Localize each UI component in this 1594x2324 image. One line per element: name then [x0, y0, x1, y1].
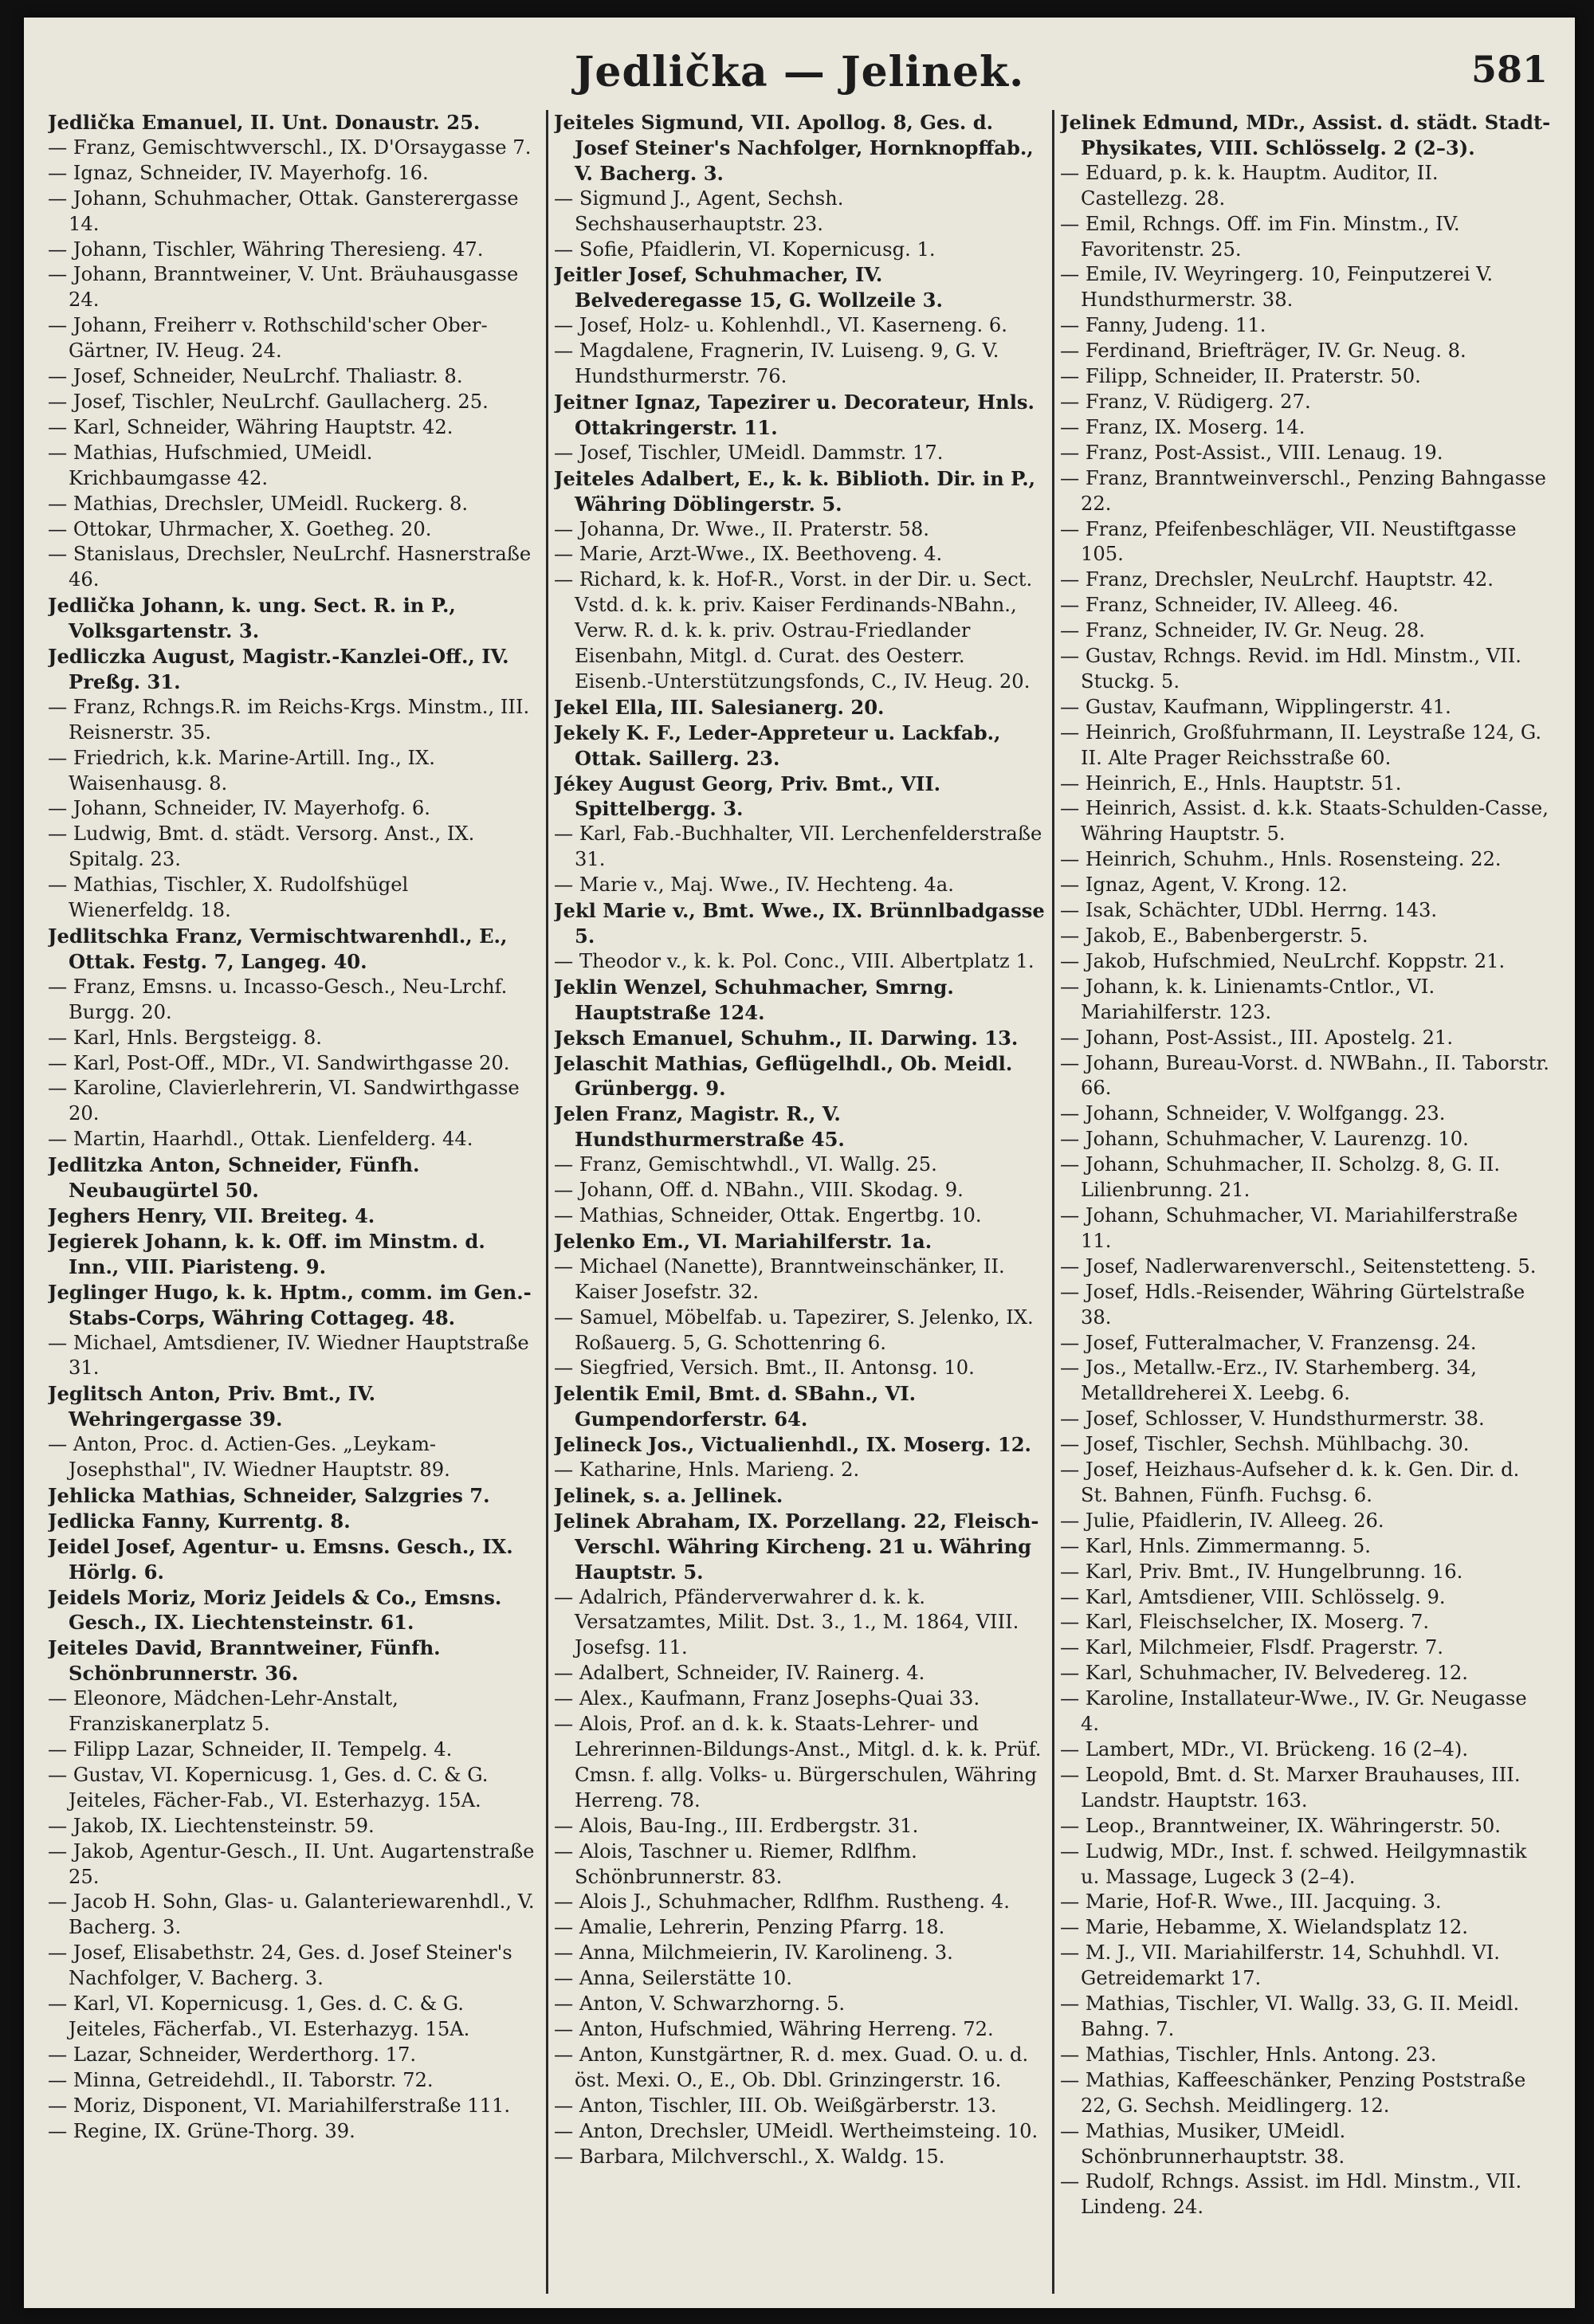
directory-subentry: — M. J., VII. Mariahilferstr. 14, Schuhhdl. VI. Getreidemarkt 17.	[1060, 1941, 1500, 1990]
directory-subentry: — Jakob, Hufschmied, NeuLrchf. Koppstr. 21.	[1060, 949, 1506, 972]
directory-subentry: — Franz, Schneider, IV. Gr. Neug. 28.	[1060, 619, 1425, 642]
directory-subentry: — Heinrich, Großfuhrmann, II. Leystraße 124, G. II. Alte Prager Reichsstraße 60.	[1060, 720, 1542, 769]
directory-subentry: — Anton, Proc. d. Actien-Ges. „Leykam-Josephsthal", IV. Wiedner Hauptstr. 89.	[48, 1433, 450, 1482]
directory-subentry: — Josef, Futteralmacher, V. Franzensg. 24.	[1060, 1331, 1477, 1354]
directory-subentry: — Gustav, Kaufmann, Wipplingerstr. 41.	[1060, 695, 1451, 718]
directory-subentry: — Josef, Tischler, NeuLrchf. Gaullacherg. 25.	[48, 390, 489, 413]
directory-entry: Jeglitsch Anton, Priv. Bmt., IV. Wehringergasse 39.	[48, 1382, 376, 1431]
directory-page	[24, 18, 1575, 2308]
directory-subentry: — Marie, Hebamme, X. Wielandsplatz 12.	[1060, 1916, 1468, 1939]
directory-subentry: — Heinrich, Schuhm., Hnls. Rosensteing. 22.	[1060, 848, 1502, 871]
directory-subentry: — Adalrich, Pfänderverwahrer d. k. k. Versatzamtes, Milit. Dst. 3., 1., M. 1864, VIII. Josefsg. 11.	[554, 1585, 1019, 1659]
directory-entry: Jelineck Jos., Victualienhdl., IX. Moserg. 12.	[554, 1433, 1031, 1457]
directory-subentry: — Karl, Milchmeier, Flsdf. Pragerstr. 7.	[1060, 1636, 1443, 1659]
directory-subentry: — Franz, Schneider, IV. Alleeg. 46.	[1060, 594, 1399, 617]
directory-entry: Jedlicka Fanny, Kurrentg. 8.	[48, 1509, 351, 1533]
directory-subentry: — Isak, Schächter, UDbl. Herrng. 143.	[1060, 899, 1438, 922]
directory-subentry: — Anton, Kunstgärtner, R. d. mex. Guad. O. u. d. öst. Mexi. O., E., Ob. Dbl. Grinzingerstr. 16.	[554, 2043, 1029, 2091]
directory-entry: Jelenko Em., VI. Mariahilferstr. 1a.	[554, 1229, 932, 1253]
directory-entry: Jedlička Emanuel, II. Unt. Donaustr. 25.	[48, 111, 481, 134]
directory-entry: Jeghers Henry, VII. Breiteg. 4.	[48, 1203, 375, 1227]
directory-subentry: — Marie, Hof-R. Wwe., III. Jacquing. 3.	[1060, 1890, 1442, 1914]
directory-entry: Jeiteles Sigmund, VII. Apollog. 8, Ges. d. Josef Steiner's Nachfolger, Hornknopffab., V. Bacherg. 3.	[554, 111, 1034, 185]
directory-entry: Jeglinger Hugo, k. k. Hptm., comm. im Gen.-Stabs-Corps, Währing Cottageg. 48.	[48, 1280, 532, 1329]
directory-entry: Jekely K. F., Leder-Appreteur u. Lackfab., Ottak. Saillerg. 23.	[554, 720, 1001, 770]
directory-entry: Jedlitzka Anton, Schneider, Fünfh. Neubaugürtel 50.	[48, 1153, 420, 1203]
directory-entry: Jeitner Ignaz, Tapezirer u. Decorateur, Hnls. Ottakringerstr. 11.	[554, 390, 1035, 439]
directory-subentry: — Siegfried, Versich. Bmt., II. Antonsg. 10.	[554, 1356, 975, 1380]
directory-subentry: — Fanny, Judeng. 11.	[1060, 314, 1266, 337]
directory-subentry: — Franz, Gemischtwverschl., IX. D'Orsaygasse 7.	[48, 135, 532, 159]
directory-subentry: — Emil, Rchngs. Off. im Fin. Minstm., IV. Favoritenstr. 25.	[1060, 212, 1460, 261]
directory-subentry: — Gustav, Rchngs. Revid. im Hdl. Minstm., VII. Stuckg. 5.	[1060, 645, 1521, 693]
directory-subentry: — Johann, Schneider, V. Wolfgangg. 23.	[1060, 1102, 1446, 1125]
directory-entry: Jedliczka August, Magistr.-Kanzlei-Off., IV. Preßg. 31.	[48, 645, 509, 693]
directory-subentry: — Katharine, Hnls. Marieng. 2.	[554, 1458, 860, 1482]
directory-subentry: — Johann, Bureau-Vorst. d. NWBahn., II. Taborstr. 66.	[1060, 1051, 1549, 1100]
directory-subentry: — Karl, Fleischselcher, IX. Moserg. 7.	[1060, 1611, 1430, 1634]
directory-subentry: — Johann, Branntweiner, V. Unt. Bräuhausgasse 24.	[48, 263, 519, 312]
directory-subentry: — Amalie, Lehrerin, Penzing Pfarrg. 18.	[554, 1916, 945, 1939]
directory-subentry: — Alois J., Schuhmacher, Rdlfhm. Rustheng. 4.	[554, 1890, 1010, 1914]
directory-subentry: — Mathias, Tischler, X. Rudolfshügel Wienerfeldg. 18.	[48, 873, 409, 922]
directory-subentry: — Gustav, VI. Kopernicusg. 1, Ges. d. C. & G. Jeiteles, Fächer-Fab., VI. Esterhazyg. 15A.	[48, 1763, 489, 1812]
directory-entry: Jelen Franz, Magistr. R., V. Hundsthurmerstraße 45.	[554, 1102, 845, 1152]
directory-subentry: — Alois, Bau-Ing., III. Erdbergstr. 31.	[554, 1814, 919, 1837]
directory-entry: Jeiteles David, Branntweiner, Fünfh. Schönbrunnerstr. 36.	[48, 1636, 441, 1686]
directory-subentry: — Franz, Pfeifenbeschläger, VII. Neustiftgasse 105.	[1060, 517, 1517, 566]
directory-subentry: — Franz, Gemischtwhdl., VI. Wallg. 25.	[554, 1153, 937, 1176]
column-divider	[1052, 110, 1054, 2294]
directory-entry: Jehlicka Mathias, Schneider, Salzgries 7.	[48, 1483, 490, 1507]
directory-subentry: — Franz, Emsns. u. Incasso-Gesch., Neu-Lrchf. Burgg. 20.	[48, 975, 508, 1023]
directory-subentry: — Mathias, Schneider, Ottak. Engertbg. 10.	[554, 1203, 982, 1227]
directory-entry: Jedlička Johann, k. ung. Sect. R. in P., Volksgartenstr. 3.	[48, 594, 456, 643]
directory-subentry: — Mathias, Tischler, VI. Wallg. 33, G. II. Meidl. Bahng. 7.	[1060, 1992, 1520, 2040]
directory-subentry: — Karl, Hnls. Bergsteigg. 8.	[48, 1026, 322, 1049]
directory-subentry: — Alex., Kaufmann, Franz Josephs-Quai 33.	[554, 1687, 980, 1710]
directory-subentry: — Anna, Seilerstätte 10.	[554, 1967, 792, 1990]
directory-subentry: — Marie, Arzt-Wwe., IX. Beethoveng. 4.	[554, 543, 943, 566]
page-title: Jedlička — Jelinek.	[574, 48, 1025, 96]
directory-subentry: — Karl, Hnls. Zimmermanng. 5.	[1060, 1534, 1371, 1557]
directory-subentry: — Filipp Lazar, Schneider, II. Tempelg. 4.	[48, 1738, 453, 1761]
directory-subentry: — Jakob, Agentur-Gesch., II. Unt. Augartenstraße 25.	[48, 1839, 535, 1888]
directory-entry: Jelentik Emil, Bmt. d. SBahn., VI. Gumpendorferstr. 64.	[554, 1382, 917, 1431]
directory-subentry: — Sigmund J., Agent, Sechsh. Sechshauserhauptstr. 23.	[554, 186, 844, 235]
directory-subentry: — Karoline, Clavierlehrerin, VI. Sandwirthgasse 20.	[48, 1077, 520, 1125]
directory-subentry: — Johann, Schuhmacher, VI. Mariahilferstraße 11.	[1060, 1203, 1518, 1252]
directory-subentry: — Johann, k. k. Linienamts-Cntlor., VI. Mariahilferstr. 123.	[1060, 975, 1435, 1023]
directory-subentry: — Eduard, p. k. k. Hauptm. Auditor, II. Castellezg. 28.	[1060, 161, 1439, 210]
column-1	[48, 110, 539, 2294]
directory-subentry: — Moriz, Disponent, VI. Mariahilferstraße 111.	[48, 2094, 511, 2117]
directory-subentry: — Adalbert, Schneider, IV. Rainerg. 4.	[554, 1662, 925, 1685]
directory-subentry: — Magdalene, Fragnerin, IV. Luiseng. 9, G. V. Hundsthurmerstr. 76.	[554, 340, 999, 388]
directory-entry: Jedlitschka Franz, Vermischtwarenhdl., E., Ottak. Festg. 7, Langeg. 40.	[48, 924, 508, 973]
directory-columns	[48, 110, 1551, 2294]
directory-entry: Jelinek, s. a. Jellinek.	[554, 1483, 783, 1507]
directory-subentry: — Leop., Branntweiner, IX. Währingerstr. 50.	[1060, 1814, 1501, 1837]
directory-subentry: — Alois, Prof. an d. k. k. Staats-Lehrer- und Lehrerinnen-Bildungs-Anst., Mitgl. d. k. k. Prüf. Cmsn. f. allg. Volks- u. Bürgerschulen, Währing Herreng. 78.	[554, 1713, 1042, 1812]
directory-entry: Jékey August Georg, Priv. Bmt., VII. Spittelbergg. 3.	[554, 771, 941, 821]
directory-subentry: — Josef, Holz- u. Kohlenhdl., VI. Kaserneng. 6.	[554, 314, 1007, 337]
directory-subentry: — Sofie, Pfaidlerin, VI. Kopernicusg. 1.	[554, 238, 936, 261]
directory-subentry: — Karoline, Installateur-Wwe., IV. Gr. Neugasse 4.	[1060, 1687, 1527, 1736]
page-number: 581	[1470, 48, 1548, 91]
directory-subentry: — Julie, Pfaidlerin, IV. Alleeg. 26.	[1060, 1509, 1384, 1532]
directory-subentry: — Richard, k. k. Hof-R., Vorst. in der Dir. u. Sect. Vstd. d. k. k. priv. Kaiser Ferdinands-NBahn., Verw. R. d. k. k. priv. Ostrau-Friedlander Eisenbahn, Mitgl. d. Curat. des Oesterr. Eisenb.-Unterstützungsfonds, C., IV. Heug. 20.	[554, 568, 1033, 693]
directory-entry: Jegierek Johann, k. k. Off. im Minstm. d. Inn., VIII. Piaristeng. 9.	[48, 1229, 485, 1278]
directory-subentry: — Anton, Tischler, III. Ob. Weißgärberstr. 13.	[554, 2094, 997, 2117]
directory-subentry: — Theodor v., k. k. Pol. Conc., VIII. Albertplatz 1.	[554, 949, 1035, 972]
directory-subentry: — Franz, Branntweinverschl., Penzing Bahngasse 22.	[1060, 466, 1546, 515]
directory-subentry: — Franz, Rchngs.R. im Reichs-Krgs. Minstm., III. Reisnerstr. 35.	[48, 695, 530, 744]
directory-subentry: — Karl, Fab.-Buchhalter, VII. Lerchenfelderstraße 31.	[554, 822, 1042, 871]
directory-subentry: — Josef, Hdls.-Reisender, Währing Gürtelstraße 38.	[1060, 1280, 1525, 1329]
directory-entry: Jelinek Edmund, MDr., Assist. d. städt. Stadt-Physikates, VIII. Schlösselg. 2 (2–3).	[1060, 111, 1551, 159]
directory-subentry: — Mathias, Musiker, UMeidl. Schönbrunnerhauptstr. 38.	[1060, 2119, 1346, 2168]
directory-subentry: — Johann, Freiherr v. Rothschild'scher Ober-Gärtner, IV. Heug. 24.	[48, 314, 488, 363]
directory-entry: Jeklin Wenzel, Schuhmacher, Smrng. Hauptstraße 124.	[554, 975, 954, 1024]
directory-subentry: — Johann, Tischler, Währing Theresieng. 47.	[48, 238, 484, 261]
directory-subentry: — Johann, Off. d. NBahn., VIII. Skodag. 9.	[554, 1179, 964, 1202]
directory-subentry: — Mathias, Tischler, Hnls. Antong. 23.	[1060, 2043, 1437, 2066]
directory-subentry: — Karl, Schneider, Währing Hauptstr. 42.	[48, 415, 453, 438]
directory-subentry: — Jos., Metallw.-Erz., IV. Starhemberg. 34, Metalldreherei X. Leebg. 6.	[1060, 1356, 1477, 1405]
directory-entry: Jeiteles Adalbert, E., k. k. Biblioth. Dir. in P., Währing Döblingerstr. 5.	[554, 466, 1036, 516]
directory-subentry: — Stanislaus, Drechsler, NeuLrchf. Hasnerstraße 46.	[48, 543, 532, 591]
directory-subentry: — Ludwig, MDr., Inst. f. schwed. Heilgymnastik u. Massage, Lugeck 3 (2–4).	[1060, 1839, 1527, 1888]
directory-subentry: — Anton, Drechsler, UMeidl. Wertheimsteing. 10.	[554, 2119, 1038, 2142]
directory-subentry: — Friedrich, k.k. Marine-Artill. Ing., IX. Waisenhausg. 8.	[48, 746, 435, 795]
directory-subentry: — Ottokar, Uhrmacher, X. Goetheg. 20.	[48, 517, 432, 540]
directory-subentry: — Karl, Priv. Bmt., IV. Hungelbrunng. 16.	[1060, 1560, 1463, 1583]
directory-subentry: — Franz, Drechsler, NeuLrchf. Hauptstr. 42.	[1060, 568, 1494, 591]
directory-subentry: — Jacob H. Sohn, Glas- u. Galanteriewarenhdl., V. Bacherg. 3.	[48, 1890, 535, 1939]
directory-subentry: — Heinrich, Assist. d. k.k. Staats-Schulden-Casse, Währing Hauptstr. 5.	[1060, 797, 1549, 846]
directory-entry: Jeksch Emanuel, Schuhm., II. Darwing. 13.	[554, 1026, 1019, 1050]
directory-subentry: — Regine, IX. Grüne-Thorg. 39.	[48, 2119, 355, 2142]
directory-subentry: — Anton, V. Schwarzhorng. 5.	[554, 1992, 846, 2016]
directory-subentry: — Josef, Tischler, UMeidl. Dammstr. 17.	[554, 441, 944, 464]
directory-subentry: — Franz, Post-Assist., VIII. Lenaug. 19.	[1060, 441, 1443, 464]
directory-subentry: — Johann, Schneider, IV. Mayerhofg. 6.	[48, 797, 430, 820]
column-3	[1060, 110, 1551, 2294]
directory-subentry: — Leopold, Bmt. d. St. Marxer Brauhauses, III. Landstr. Hauptstr. 163.	[1060, 1763, 1521, 1812]
directory-subentry: — Josef, Nadlerwarenverschl., Seitenstetteng. 5.	[1060, 1254, 1537, 1278]
directory-entry: Jelaschit Mathias, Geflügelhdl., Ob. Meidl. Grünbergg. 9.	[554, 1051, 1013, 1101]
directory-subentry: — Karl, VI. Kopernicusg. 1, Ges. d. C. & G. Jeiteles, Fächerfab., VI. Esterhazyg. 15A.	[48, 1992, 470, 2040]
directory-subentry: — Marie v., Maj. Wwe., IV. Hechteng. 4a.	[554, 873, 954, 897]
column-divider	[546, 110, 548, 2294]
directory-subentry: — Anton, Hufschmied, Währing Herreng. 72.	[554, 2017, 994, 2040]
directory-subentry: — Josef, Schlosser, V. Hundsthurmerstr. 38.	[1060, 1407, 1485, 1431]
directory-subentry: — Ignaz, Agent, V. Krong. 12.	[1060, 873, 1348, 897]
directory-subentry: — Rudolf, Rchngs. Assist. im Hdl. Minstm., VII. Lindeng. 24.	[1060, 2170, 1522, 2219]
column-2	[554, 110, 1045, 2294]
directory-entry: Jeitler Josef, Schuhmacher, IV. Belvederegasse 15, G. Wollzeile 3.	[554, 263, 943, 312]
directory-subentry: — Mathias, Kaffeeschänker, Penzing Poststraße 22, G. Sechsh. Meidlingerg. 12.	[1060, 2068, 1526, 2117]
directory-entry: Jekel Ella, III. Salesianerg. 20.	[554, 695, 885, 719]
directory-subentry: — Martin, Haarhdl., Ottak. Lienfelderg. 44.	[48, 1128, 473, 1151]
directory-subentry: — Josef, Elisabethstr. 24, Ges. d. Josef Steiner's Nachfolger, V. Bacherg. 3.	[48, 1941, 512, 1990]
directory-subentry: — Michael, Amtsdiener, IV. Wiedner Hauptstraße 31.	[48, 1331, 529, 1380]
directory-subentry: — Johanna, Dr. Wwe., II. Praterstr. 58.	[554, 517, 929, 540]
page-header	[24, 48, 1575, 105]
directory-subentry: — Franz, V. Rüdigerg. 27.	[1060, 390, 1311, 413]
directory-subentry: — Johann, Schuhmacher, Ottak. Gansterergasse 14.	[48, 186, 519, 235]
directory-subentry: — Karl, Amtsdiener, VIII. Schlösselg. 9.	[1060, 1585, 1446, 1608]
directory-subentry: — Jakob, E., Babenbergerstr. 5.	[1060, 924, 1368, 947]
directory-subentry: — Minna, Getreidehdl., II. Taborstr. 72.	[48, 2068, 434, 2091]
directory-subentry: — Anna, Milchmeierin, IV. Karolineng. 3.	[554, 1941, 953, 1965]
directory-subentry: — Johann, Schuhmacher, II. Scholzg. 8, G. II. Lilienbrunng. 21.	[1060, 1153, 1501, 1202]
directory-entry: Jekl Marie v., Bmt. Wwe., IX. Brünnlbadgasse 5.	[554, 899, 1045, 948]
directory-subentry: — Emile, IV. Weyringerg. 10, Feinputzerei V. Hundsthurmerstr. 38.	[1060, 263, 1494, 312]
directory-subentry: — Filipp, Schneider, II. Praterstr. 50.	[1060, 365, 1421, 388]
directory-subentry: — Ferdinand, Briefträger, IV. Gr. Neug. 8.	[1060, 340, 1466, 363]
directory-subentry: — Johann, Schuhmacher, V. Laurenzg. 10.	[1060, 1128, 1469, 1151]
directory-entry: Jeidel Josef, Agentur- u. Emsns. Gesch., IX. Hörlg. 6.	[48, 1534, 513, 1584]
directory-subentry: — Karl, Post-Off., MDr., VI. Sandwirthgasse 20.	[48, 1051, 510, 1074]
directory-subentry: — Michael (Nanette), Branntweinschänker, II. Kaiser Josefstr. 32.	[554, 1254, 1005, 1303]
directory-subentry: — Karl, Schuhmacher, IV. Belvedereg. 12.	[1060, 1662, 1468, 1685]
directory-subentry: — Josef, Heizhaus-Aufseher d. k. k. Gen. Dir. d. St. Bahnen, Fünfh. Fuchsg. 6.	[1060, 1458, 1520, 1506]
directory-subentry: — Josef, Schneider, NeuLrchf. Thaliastr. 8.	[48, 365, 463, 388]
directory-subentry: — Samuel, Möbelfab. u. Tapezirer, S. Jelenko, IX. Roßauerg. 5, G. Schottenring 6.	[554, 1305, 1034, 1354]
directory-subentry: — Jakob, IX. Liechtensteinstr. 59.	[48, 1814, 375, 1837]
directory-subentry: — Josef, Tischler, Sechsh. Mühlbachg. 30.	[1060, 1433, 1470, 1456]
directory-subentry: — Lambert, MDr., VI. Brückeng. 16 (2–4).	[1060, 1738, 1469, 1761]
directory-subentry: — Ignaz, Schneider, IV. Mayerhofg. 16.	[48, 161, 429, 184]
directory-subentry: — Alois, Taschner u. Riemer, Rdlfhm. Schönbrunnerstr. 83.	[554, 1839, 917, 1888]
directory-subentry: — Heinrich, E., Hnls. Hauptstr. 51.	[1060, 771, 1402, 795]
directory-entry: Jeidels Moriz, Moriz Jeidels & Co., Emsns. Gesch., IX. Liechtensteinstr. 61.	[48, 1585, 502, 1635]
directory-subentry: — Franz, IX. Moserg. 14.	[1060, 415, 1305, 438]
directory-subentry: — Johann, Post-Assist., III. Apostelg. 21.	[1060, 1026, 1454, 1049]
directory-entry: Jelinek Abraham, IX. Porzellang. 22, Fleisch-Verschl. Währing Kircheng. 21 u. Währing Hauptstr. 5.	[554, 1509, 1039, 1584]
directory-subentry: — Barbara, Milchverschl., X. Waldg. 15.	[554, 2145, 945, 2168]
directory-subentry: — Eleonore, Mädchen-Lehr-Anstalt, Franziskanerplatz 5.	[48, 1687, 398, 1736]
directory-subentry: — Mathias, Drechsler, UMeidl. Ruckerg. 8.	[48, 492, 469, 515]
directory-subentry: — Mathias, Hufschmied, UMeidl. Krichbaumgasse 42.	[48, 441, 373, 489]
directory-subentry: — Ludwig, Bmt. d. städt. Versorg. Anst., IX. Spitalg. 23.	[48, 822, 475, 871]
directory-subentry: — Lazar, Schneider, Werderthorg. 17.	[48, 2043, 417, 2066]
